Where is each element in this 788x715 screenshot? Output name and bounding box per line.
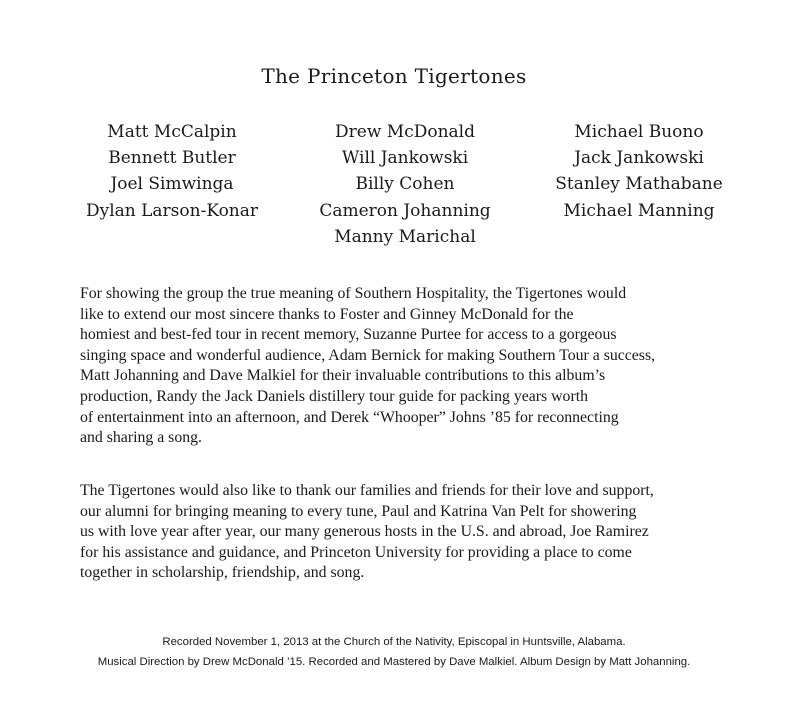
text-line: for his assistance and guidance, and Princeton University for providing a place to come: [80, 543, 632, 561]
group-title: The Princeton Tigertones: [261, 64, 527, 88]
acknowledgement-paragraph-1: [80, 284, 740, 449]
text-line: together in scholarship, friendship, and song.: [80, 564, 365, 582]
member-name: Cameron Johanning: [319, 200, 491, 221]
text-line: us with love year after year, our many generous hosts in the U.S. and abroad, Joe Ramirez: [80, 523, 649, 541]
credit-line: Musical Direction by Drew McDonald ’15. Recorded and Mastered by Dave Malkiel. Album Design by Matt Johanning.: [97, 655, 691, 668]
text-line: our alumni for bringing meaning to every tune, Paul and Katrina Van Pelt for showering: [80, 502, 637, 520]
recording-credits: [0, 633, 788, 672]
member-column-1: [47, 119, 297, 224]
text-line: For showing the group the true meaning of Southern Hospitality, the Tigertones would: [80, 285, 627, 302]
text-line: The Tigertones would also like to thank our families and friends for their love and support,: [80, 482, 654, 499]
member-name: Billy Cohen: [355, 174, 455, 195]
member-name: Drew McDonald: [335, 122, 475, 142]
member-column-2: [280, 119, 530, 250]
credit-line: Recorded November 1, 2013 at the Church of the Nativity, Episcopal in Huntsville, Alabama.: [162, 636, 626, 648]
member-name: Michael Buono: [574, 122, 704, 142]
member-name: Matt McCalpin: [107, 122, 237, 142]
text-line: like to extend our most sincere thanks to Foster and Ginney McDonald for the: [80, 305, 574, 323]
text-line: Matt Johanning and Dave Malkiel for their invaluable contributions to this album’s: [80, 367, 606, 385]
member-name: Joel Simwinga: [110, 174, 234, 195]
member-name: Manny Marichal: [334, 226, 476, 247]
member-roster: [0, 119, 788, 259]
text-line: of entertainment into an afternoon, and Derek “Whooper” Johns ’85 for reconnecting: [80, 408, 619, 426]
member-column-3: [514, 119, 764, 224]
member-name: Dylan Larson-Konar: [85, 200, 259, 221]
member-name: Michael Manning: [563, 200, 715, 221]
acknowledgement-paragraph-2: [80, 481, 740, 584]
text-line: singing space and wonderful audience, Adam Bernick for making Southern Tour a success,: [80, 346, 656, 364]
member-name: Will Jankowski: [341, 148, 469, 169]
member-name: Bennett Butler: [108, 148, 236, 169]
text-line: production, Randy the Jack Daniels distillery tour guide for packing years worth: [80, 387, 589, 405]
text-line: and sharing a song.: [80, 429, 202, 447]
member-name: Stanley Mathabane: [555, 174, 723, 195]
member-name: Jack Jankowski: [574, 148, 704, 169]
text-line: homiest and best-fed tour in recent memory, Suzanne Purtee for access to a gorgeous: [80, 326, 617, 344]
